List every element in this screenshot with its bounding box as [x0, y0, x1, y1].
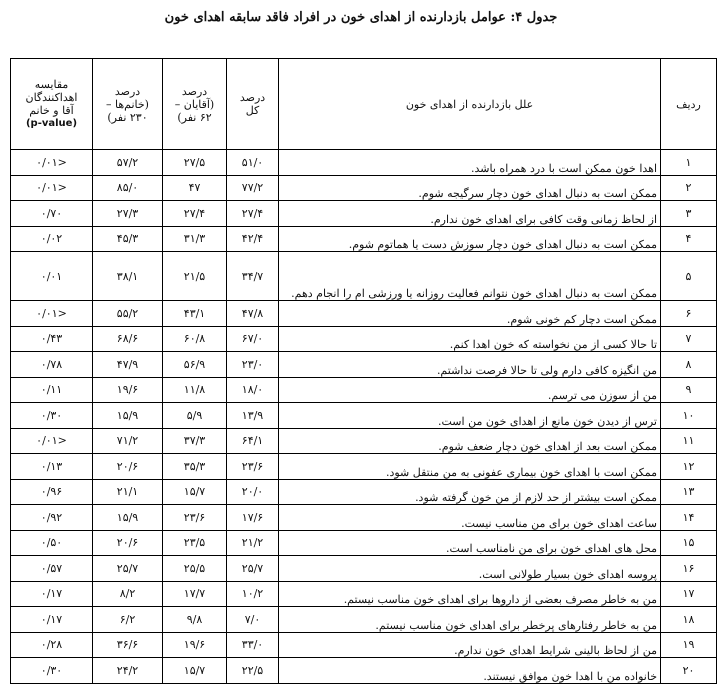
total-percent-cell: ۲۷/۴ — [227, 201, 279, 227]
header-line: درصد — [114, 84, 141, 98]
total-percent-cell: ۲۱/۲ — [227, 530, 279, 556]
men-percent-cell: ۱۵/۷ — [163, 658, 227, 684]
header-line: ۶۲ نفر) — [177, 110, 212, 124]
header-men-percent — [163, 59, 227, 150]
table-row — [11, 505, 717, 531]
p-value-cell: ۰/۷۸ — [11, 352, 93, 378]
total-percent-cell: ۴۷/۸ — [227, 301, 279, 327]
men-percent-cell: ۳۷/۳ — [163, 428, 227, 454]
men-percent-cell: ۱۹/۶ — [163, 632, 227, 658]
table-caption: جدول ۴: عوامل بازدارنده از اهدای خون در افراد فاقد سابقه اهدای خون — [164, 10, 558, 25]
women-percent-cell: ۱۹/۶ — [93, 377, 163, 403]
row-number-cell: ۱۷ — [661, 581, 717, 607]
total-percent-cell: ۵۱/۰ — [227, 150, 279, 176]
table-body — [11, 150, 717, 684]
p-value-cell: <۰/۰۱ — [11, 301, 93, 327]
p-value-cell: ۰/۳۰ — [11, 658, 93, 684]
row-number-cell: ۱۸ — [661, 607, 717, 633]
total-percent-cell: ۱۸/۰ — [227, 377, 279, 403]
factor-cell: اهدا خون ممکن است با درد همراه باشد. — [279, 150, 661, 176]
table-row — [11, 530, 717, 556]
total-percent-cell: ۲۰/۰ — [227, 479, 279, 505]
factor-cell: تا حالا کسی از من نخواسته که خون اهدا کنم. — [279, 326, 661, 352]
women-percent-cell: ۷۱/۲ — [93, 428, 163, 454]
table-row — [11, 479, 717, 505]
factor-cell: ترس از دیدن خون مانع از اهدای خون من است. — [279, 403, 661, 429]
header-line: (خانم‌ها – — [106, 97, 149, 111]
row-number-cell: ۱۱ — [661, 428, 717, 454]
p-value-cell: ۰/۴۳ — [11, 326, 93, 352]
total-percent-cell: ۲۳/۶ — [227, 454, 279, 480]
row-number-cell: ۱۹ — [661, 632, 717, 658]
header-comparison — [11, 59, 93, 150]
p-value-cell: ۰/۷۰ — [11, 201, 93, 227]
table-row — [11, 377, 717, 403]
p-value-cell: ۰/۹۲ — [11, 505, 93, 531]
women-percent-cell: ۸۵/۰ — [93, 175, 163, 201]
total-percent-cell: ۲۵/۷ — [227, 556, 279, 582]
row-number-cell: ۱۶ — [661, 556, 717, 582]
p-value-cell: ۰/۵۰ — [11, 530, 93, 556]
table-row — [11, 454, 717, 480]
table-row — [11, 403, 717, 429]
row-number-cell: ۱ — [661, 150, 717, 176]
men-percent-cell: ۲۱/۵ — [163, 252, 227, 301]
men-percent-cell: ۱۷/۷ — [163, 581, 227, 607]
women-percent-cell: ۲۴/۲ — [93, 658, 163, 684]
total-percent-cell: ۱۳/۹ — [227, 403, 279, 429]
table-row — [11, 352, 717, 378]
header-total-percent — [227, 59, 279, 150]
men-percent-cell: ۴۳/۱ — [163, 301, 227, 327]
table-row — [11, 201, 717, 227]
total-percent-cell: ۷۷/۲ — [227, 175, 279, 201]
p-value-cell: ۰/۳۰ — [11, 403, 93, 429]
row-number-cell: ۶ — [661, 301, 717, 327]
women-percent-cell: ۳۸/۱ — [93, 252, 163, 301]
total-percent-cell: ۳۳/۰ — [227, 632, 279, 658]
row-number-cell: ۴ — [661, 226, 717, 252]
men-percent-cell: ۴۷ — [163, 175, 227, 201]
table-row — [11, 301, 717, 327]
women-percent-cell: ۶۸/۶ — [93, 326, 163, 352]
table-row — [11, 226, 717, 252]
table-row — [11, 556, 717, 582]
header-line: ۲۳۰ نفر) — [107, 110, 148, 124]
header-line: درصد — [181, 84, 208, 98]
table-row — [11, 428, 717, 454]
men-percent-cell: ۹/۸ — [163, 607, 227, 633]
total-percent-cell: ۲۳/۰ — [227, 352, 279, 378]
header-line: (p-value) — [25, 118, 78, 129]
men-percent-cell: ۵۶/۹ — [163, 352, 227, 378]
men-percent-cell: ۲۷/۴ — [163, 201, 227, 227]
men-percent-cell: ۵/۹ — [163, 403, 227, 429]
women-percent-cell: ۸/۲ — [93, 581, 163, 607]
factor-cell: من از لحاظ بالینی شرایط اهدای خون ندارم. — [279, 632, 661, 658]
p-value-cell: <۰/۰۱ — [11, 428, 93, 454]
row-number-cell: ۳ — [661, 201, 717, 227]
p-value-cell: ۰/۱۷ — [11, 607, 93, 633]
table-row — [11, 175, 717, 201]
p-value-cell: <۰/۰۱ — [11, 175, 93, 201]
men-percent-cell: ۶۰/۸ — [163, 326, 227, 352]
header-line: مقایسه — [34, 78, 69, 91]
table-row — [11, 326, 717, 352]
table-row — [11, 607, 717, 633]
p-value-cell: ۰/۱۱ — [11, 377, 93, 403]
table-row — [11, 252, 717, 301]
row-number-cell: ۲۰ — [661, 658, 717, 684]
factor-cell: محل های اهدای خون برای من نامناسب است. — [279, 530, 661, 556]
p-value-cell: ۰/۱۷ — [11, 581, 93, 607]
men-percent-cell: ۳۵/۳ — [163, 454, 227, 480]
header-line: اهداکنندگان — [25, 91, 78, 104]
p-value-cell: ۰/۱۳ — [11, 454, 93, 480]
total-percent-cell: ۲۲/۵ — [227, 658, 279, 684]
factor-cell: ساعت اهدای خون برای من مناسب نیست. — [279, 505, 661, 531]
factor-cell: خانواده من با اهدا خون موافق نیستند. — [279, 658, 661, 684]
factor-cell: ممکن است بعد از اهدای خون دچار ضعف شوم. — [279, 428, 661, 454]
row-number-cell: ۷ — [661, 326, 717, 352]
total-percent-cell: ۷/۰ — [227, 607, 279, 633]
p-value-cell: ۰/۲۸ — [11, 632, 93, 658]
factor-cell: ممکن است بیشتر از حد لازم از من خون گرفته شود. — [279, 479, 661, 505]
men-percent-cell: ۱۵/۷ — [163, 479, 227, 505]
factor-cell: ممکن است به دنبال اهدای خون دچار سوزش دست یا هماتوم شوم. — [279, 226, 661, 252]
table-row — [11, 632, 717, 658]
women-percent-cell: ۴۵/۳ — [93, 226, 163, 252]
p-value-cell: ۰/۰۲ — [11, 226, 93, 252]
women-percent-cell: ۴۷/۹ — [93, 352, 163, 378]
factor-cell: ممکن است با اهدای خون بیماری عفونی به من منتقل شود. — [279, 454, 661, 480]
women-percent-cell: ۶/۲ — [93, 607, 163, 633]
deterrent-factors-table — [10, 58, 717, 684]
total-percent-cell: ۳۴/۷ — [227, 252, 279, 301]
header-line: (آقایان – — [174, 97, 215, 111]
row-number-cell: ۱۳ — [661, 479, 717, 505]
header-row — [11, 59, 717, 150]
p-value-cell: <۰/۰۱ — [11, 150, 93, 176]
factor-cell: ممکن است دچار کم خونی شوم. — [279, 301, 661, 327]
factor-cell: من به خاطر رفتارهای پرخطر برای اهدای خون مناسب نیستم. — [279, 607, 661, 633]
row-number-cell: ۱۲ — [661, 454, 717, 480]
row-number-cell: ۱۵ — [661, 530, 717, 556]
row-number-cell: ۲ — [661, 175, 717, 201]
women-percent-cell: ۱۵/۹ — [93, 505, 163, 531]
factor-cell: من به خاطر مصرف بعضی از داروها برای اهدای خون مناسب نیستم. — [279, 581, 661, 607]
total-percent-cell: ۱۷/۶ — [227, 505, 279, 531]
header-line: آقا و خانم — [29, 104, 74, 117]
total-percent-cell: ۶۴/۱ — [227, 428, 279, 454]
row-number-cell: ۱۴ — [661, 505, 717, 531]
p-value-cell: ۰/۰۱ — [11, 252, 93, 301]
women-percent-cell: ۲۷/۳ — [93, 201, 163, 227]
women-percent-cell: ۳۶/۶ — [93, 632, 163, 658]
men-percent-cell: ۲۳/۶ — [163, 505, 227, 531]
row-number-cell: ۱۰ — [661, 403, 717, 429]
row-number-cell: ۵ — [661, 252, 717, 301]
row-number-cell: ۸ — [661, 352, 717, 378]
total-percent-cell: ۱۰/۲ — [227, 581, 279, 607]
women-percent-cell: ۲۵/۷ — [93, 556, 163, 582]
factor-cell: از لحاظ زمانی وقت کافی برای اهدای خون ندارم. — [279, 201, 661, 227]
p-value-cell: ۰/۹۶ — [11, 479, 93, 505]
header-line: کل — [245, 104, 260, 117]
factor-cell: پروسه اهدای خون بسیار طولانی است. — [279, 556, 661, 582]
factor-cell: ممکن است به دنبال اهدای خون نتوانم فعالیت روزانه یا ورزشی ام را انجام دهم. — [279, 252, 661, 301]
header-line: درصد — [239, 91, 266, 104]
men-percent-cell: ۳۱/۳ — [163, 226, 227, 252]
women-percent-cell: ۱۵/۹ — [93, 403, 163, 429]
table-row — [11, 658, 717, 684]
total-percent-cell: ۴۲/۴ — [227, 226, 279, 252]
table-row — [11, 581, 717, 607]
women-percent-cell: ۲۰/۶ — [93, 454, 163, 480]
women-percent-cell: ۲۰/۶ — [93, 530, 163, 556]
factor-cell: ممکن است به دنبال اهدای خون دچار سرگیجه شوم. — [279, 175, 661, 201]
total-percent-cell: ۶۷/۰ — [227, 326, 279, 352]
men-percent-cell: ۲۷/۵ — [163, 150, 227, 176]
p-value-cell: ۰/۵۷ — [11, 556, 93, 582]
men-percent-cell: ۲۵/۵ — [163, 556, 227, 582]
header-factor: علل بازدارنده از اهدای خون — [279, 59, 661, 150]
header-row-number: ردیف — [661, 59, 717, 150]
women-percent-cell: ۵۷/۲ — [93, 150, 163, 176]
factor-cell: من انگیزه کافی دارم ولی تا حالا فرصت نداشتم. — [279, 352, 661, 378]
women-percent-cell: ۲۱/۱ — [93, 479, 163, 505]
factor-cell: من از سوزن می ترسم. — [279, 377, 661, 403]
row-number-cell: ۹ — [661, 377, 717, 403]
men-percent-cell: ۲۳/۵ — [163, 530, 227, 556]
women-percent-cell: ۵۵/۲ — [93, 301, 163, 327]
men-percent-cell: ۱۱/۸ — [163, 377, 227, 403]
header-women-percent — [93, 59, 163, 150]
table-row — [11, 150, 717, 176]
